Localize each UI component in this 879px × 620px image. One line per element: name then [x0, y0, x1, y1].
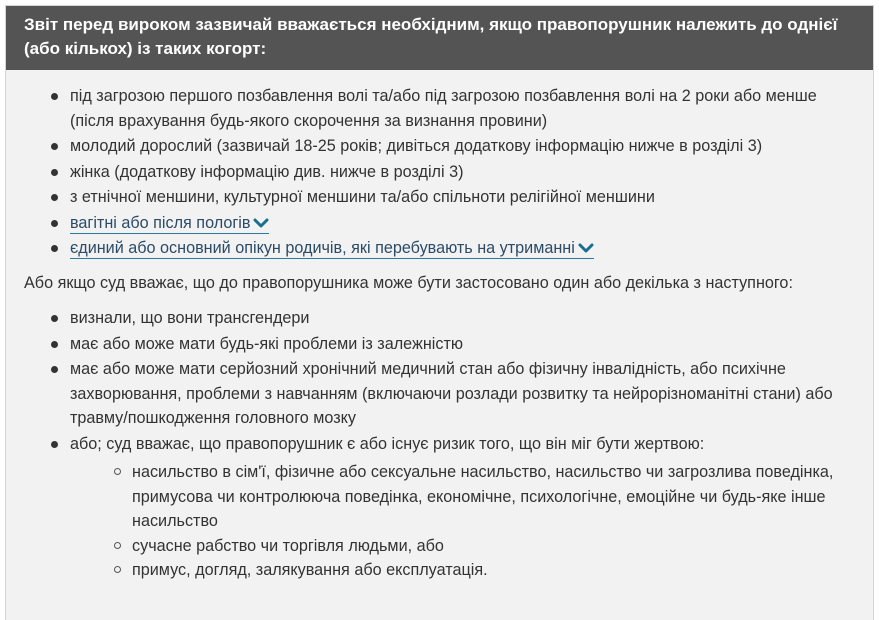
list-item: з етнічної меншини, культурної меншини та/або спільноти релігійної меншини [22, 185, 857, 210]
sublist-item: сучасне рабство чи торгівля людьми, або [70, 534, 857, 559]
list-item [22, 211, 857, 236]
list-item: має або може мати серйозний хронічний медичний стан або фізичну інвалідність, або психічне захворювання, проблеми з навчанням (включаючи розлади розвитку та нейрорізноманітні стани) або травму/пошкодження головного мозку [22, 357, 857, 431]
paragraph-text: Або якщо суд вважає, що до правопорушника може бути застосовано один або декілька з наступного: [24, 273, 793, 292]
chevron-down-icon [578, 242, 594, 254]
guidance-box [5, 5, 874, 620]
sublist-item: примус, догляд, залякування або експлуатація. [70, 558, 857, 583]
condition-list [22, 306, 857, 583]
list-item: визнали, що вони трансгендери [22, 306, 857, 331]
list-item-label: або; суд вважає, що правопорушник є або існує ризик того, що він міг бути жертвою: [70, 434, 705, 453]
box-body [6, 70, 873, 583]
list-item [22, 432, 857, 583]
list-item: молодий дорослий (зазвичай 18-25 років; дивіться додаткову інформацію нижче в розділі 3) [22, 134, 857, 159]
box-header: Звіт перед вироком зазвичай вважається необхідним, якщо правопорушник належить до однієї (або кількох) із таких когорт: [6, 6, 873, 70]
victim-sublist [70, 460, 857, 583]
sublist-item: насильство в сім'ї, фізичне або сексуальне насильство, насильство чи загрозлива поведінка, примусова чи контролююча поведінка, економічне, психологічне, емоційне чи будь-яке інше насильство [70, 460, 857, 534]
list-item [22, 236, 857, 261]
expand-link-label: вагітні або після пологів [70, 213, 251, 232]
expand-link-pregnant[interactable] [70, 214, 269, 234]
list-item: має або може мати будь-які проблеми із залежністю [22, 332, 857, 357]
expand-link-carer[interactable] [70, 239, 594, 259]
expand-link-label: єдиний або основний опікун родичів, які перебувають на утриманні [70, 239, 575, 257]
cohort-list [22, 84, 857, 261]
list-item: під загрозою першого позбавлення волі та/або під загрозою позбавлення волі на 2 роки або менше (після врахування будь-якого скорочення за визнання провини) [22, 84, 857, 133]
list-item: жінка (додаткову інформацію див. нижче в розділі 3) [22, 160, 857, 185]
chevron-down-icon [253, 217, 269, 229]
